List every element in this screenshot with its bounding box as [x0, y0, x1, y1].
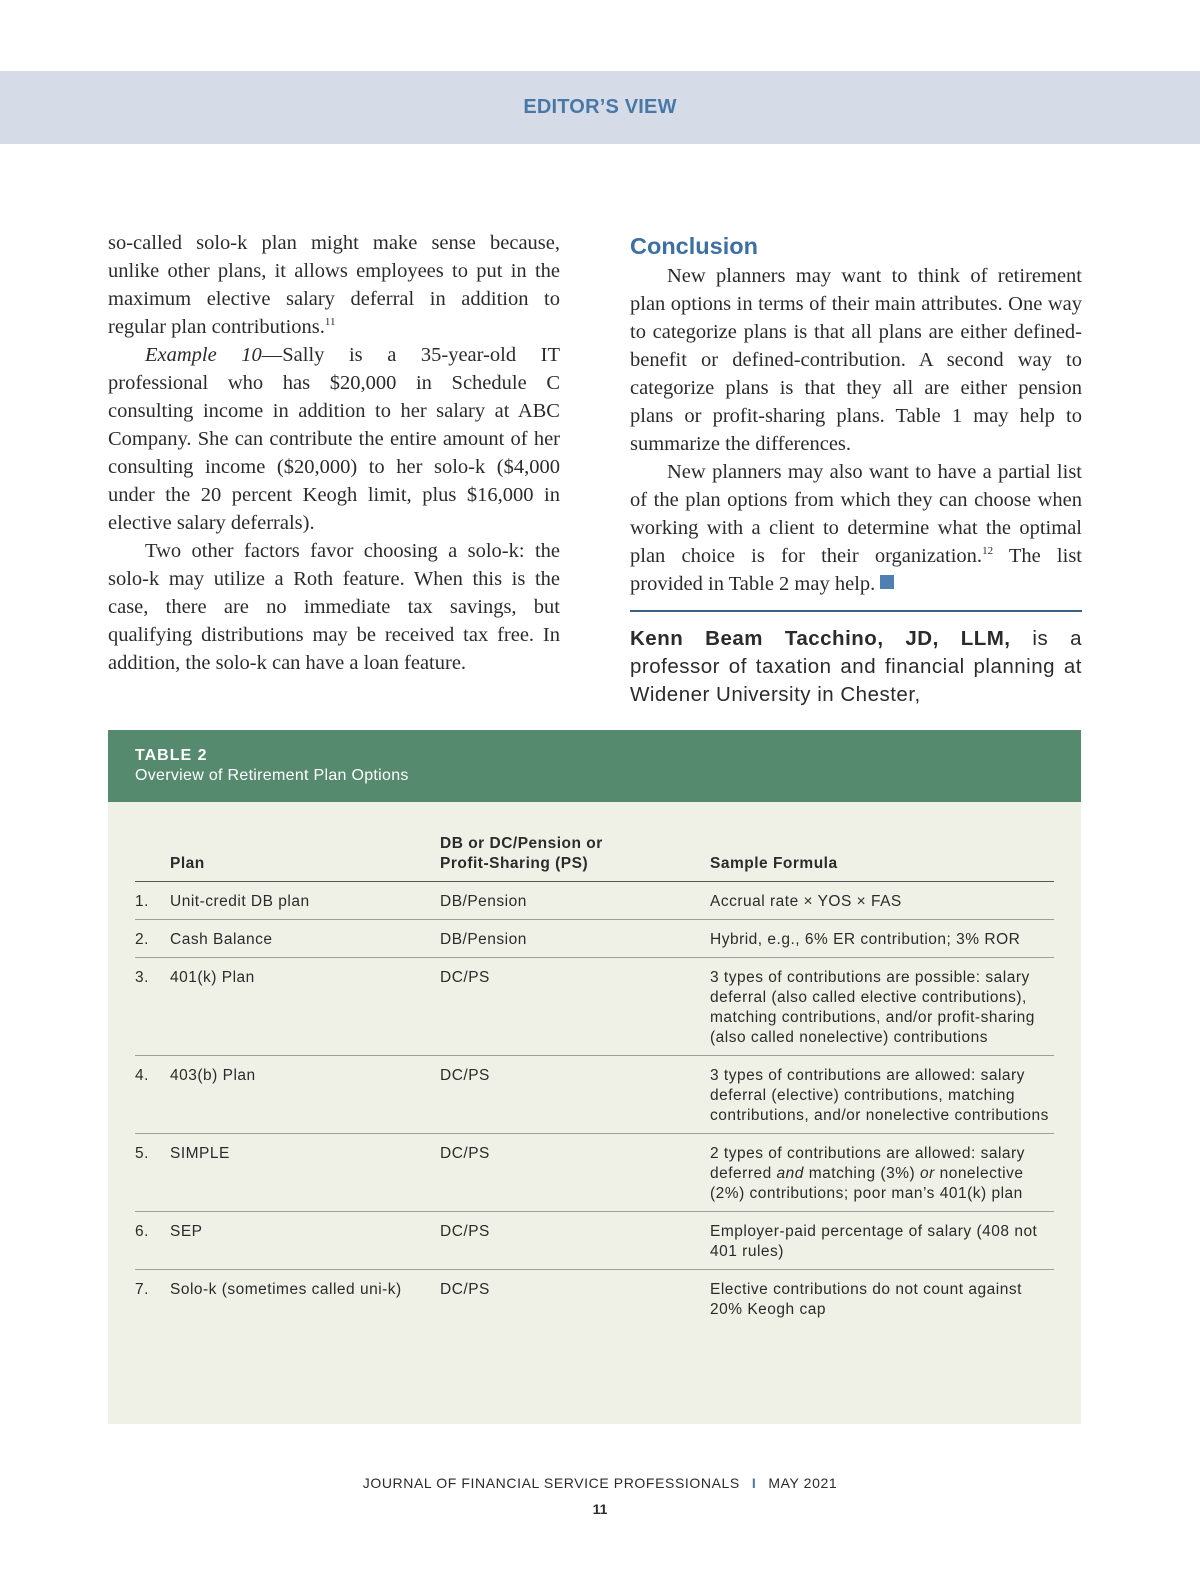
plan-type: DC/PS	[440, 1212, 710, 1270]
author-bio	[630, 625, 1082, 709]
end-of-article-icon	[880, 575, 894, 589]
table-header-row	[135, 834, 1054, 882]
sample-formula: Elective contributions do not count against 20% Keogh cap	[710, 1281, 1022, 1318]
header-line: DB or DC/Pension or	[440, 835, 603, 852]
right-column	[630, 229, 1082, 709]
formula-text: 2 types of contributions are allowed: salary deferred	[710, 1145, 1025, 1182]
plan-name: SEP	[170, 1212, 440, 1270]
table-header-bar	[108, 730, 1081, 802]
paragraph	[630, 458, 1082, 598]
row-number: 2.	[135, 920, 170, 958]
table-2	[108, 730, 1081, 1424]
plan-name: Unit-credit DB plan	[170, 882, 440, 920]
sample-formula	[710, 1134, 1054, 1212]
footnote-ref[interactable]: 12	[982, 545, 994, 558]
row-number: 4.	[135, 1056, 170, 1134]
header-line: Profit-Sharing (PS)	[440, 855, 589, 872]
plan-name: Solo-k (sometimes called uni-k)	[170, 1281, 402, 1298]
section-title: EDITOR’S VIEW	[523, 96, 677, 118]
journal-name: JOURNAL OF FINANCIAL SERVICE PROFESSIONALS	[362, 1475, 740, 1491]
plan-type: DC/PS	[440, 1281, 490, 1298]
paragraph-text: —Sally is a 35-year-old IT professional who has $20,000 in Schedule C consulting income in addition to her salary at ABC Company. She can contribute the entire amount of her consulting income ($20,000) to her solo-k ($4,000 under the 20 percent Keogh limit, plus $16,000 in elective salary deferrals).	[108, 344, 560, 534]
sample-formula: Employer-paid percentage of salary (408 not 401 rules)	[710, 1212, 1054, 1270]
paragraph-text: The list provided in Table 2 may help.	[630, 545, 1082, 595]
plan-type: DC/PS	[440, 1134, 710, 1212]
paragraph	[108, 229, 560, 341]
plan-name: 403(b) Plan	[170, 1056, 440, 1134]
row-number: 1.	[135, 882, 170, 920]
divider	[630, 610, 1082, 612]
plan-type: DB/Pension	[440, 882, 710, 920]
table-row	[135, 958, 1054, 1056]
page-number: 11	[592, 1501, 608, 1517]
formula-emphasis: and	[776, 1165, 804, 1182]
plan-name: SIMPLE	[170, 1134, 440, 1212]
plan-type: DC/PS	[440, 958, 710, 1056]
paragraph-text: New planners may also want to have a partial list of the plan options from which they can choose when working with a client to determine what the optimal plan choice is for their organization.	[630, 461, 1082, 567]
header-banner	[0, 71, 1200, 144]
plan-type: DB/Pension	[440, 920, 710, 958]
column-header-formula: Sample Formula	[710, 834, 1054, 882]
paragraph: New planners may want to think of retirement plan options in terms of their main attributes. One way to categorize plans is that all plans are either defined-benefit or defined-contribution. A second way to categorize plans is that they all are either pension plans or profit-sharing plans. Table 1 may help to summarize the differences.	[630, 265, 1082, 455]
bio-text: is a professor of taxation and financial planning at Widener University in Chester,	[630, 627, 1082, 706]
plan-options-table	[135, 834, 1054, 1327]
issue-date: MAY 2021	[768, 1475, 838, 1491]
table-caption: Overview of Retirement Plan Options	[135, 767, 409, 784]
sample-formula: Accrual rate × YOS × FAS	[710, 882, 1054, 920]
column-header-number	[135, 834, 170, 882]
footnote-ref[interactable]: 11	[324, 316, 336, 329]
row-number: 7.	[135, 1281, 149, 1298]
plan-type: DC/PS	[440, 1056, 710, 1134]
table-row	[135, 920, 1054, 958]
page-footer	[0, 1475, 1200, 1491]
sample-formula: Hybrid, e.g., 6% ER contribution; 3% ROR	[710, 920, 1054, 958]
example-label: Example 10	[145, 344, 262, 366]
author-name: Kenn Beam Tacchino, JD, LLM,	[630, 627, 1011, 650]
row-number: 3.	[135, 958, 170, 1056]
sample-formula: 3 types of contributions are allowed: salary deferral (elective) contributions, matching contributions, and/or nonelective contributions	[710, 1056, 1054, 1134]
table-row	[135, 1212, 1054, 1270]
formula-text: matching (3%)	[803, 1165, 920, 1182]
row-number: 5.	[135, 1134, 170, 1212]
sample-formula: 3 types of contributions are possible: salary deferral (also called elective contributions), matching contributions, and/or profit-sharing (also called nonelective) contributions	[710, 958, 1054, 1056]
plan-name: Cash Balance	[170, 920, 440, 958]
conclusion-heading: Conclusion	[630, 233, 758, 259]
paragraph: Two other factors favor choosing a solo-k: the solo-k may utilize a Roth feature. When this is the case, there are no immediate tax savings, but qualifying distributions may be received tax free. In addition, the solo-k can have a loan feature.	[108, 540, 560, 674]
left-column	[108, 229, 560, 677]
plan-name: 401(k) Plan	[170, 958, 440, 1056]
table-row	[135, 882, 1054, 920]
paragraph-text: so-called solo-k plan might make sense because, unlike other plans, it allows employees to put in the maximum elective salary deferral in addition to regular plan contributions.	[108, 232, 560, 338]
formula-text: nonelective (2%) contributions; poor man’s 401(k) plan	[710, 1165, 1024, 1202]
column-header-type	[440, 834, 710, 882]
formula-emphasis: or	[919, 1165, 935, 1182]
row-number: 6.	[135, 1212, 170, 1270]
footer-separator: I	[751, 1475, 757, 1491]
table-row	[135, 1056, 1054, 1134]
table-row	[135, 1270, 1054, 1328]
example-paragraph	[108, 341, 560, 537]
table-label: TABLE 2	[135, 747, 208, 764]
column-header-plan: Plan	[170, 834, 440, 882]
table-row	[135, 1134, 1054, 1212]
